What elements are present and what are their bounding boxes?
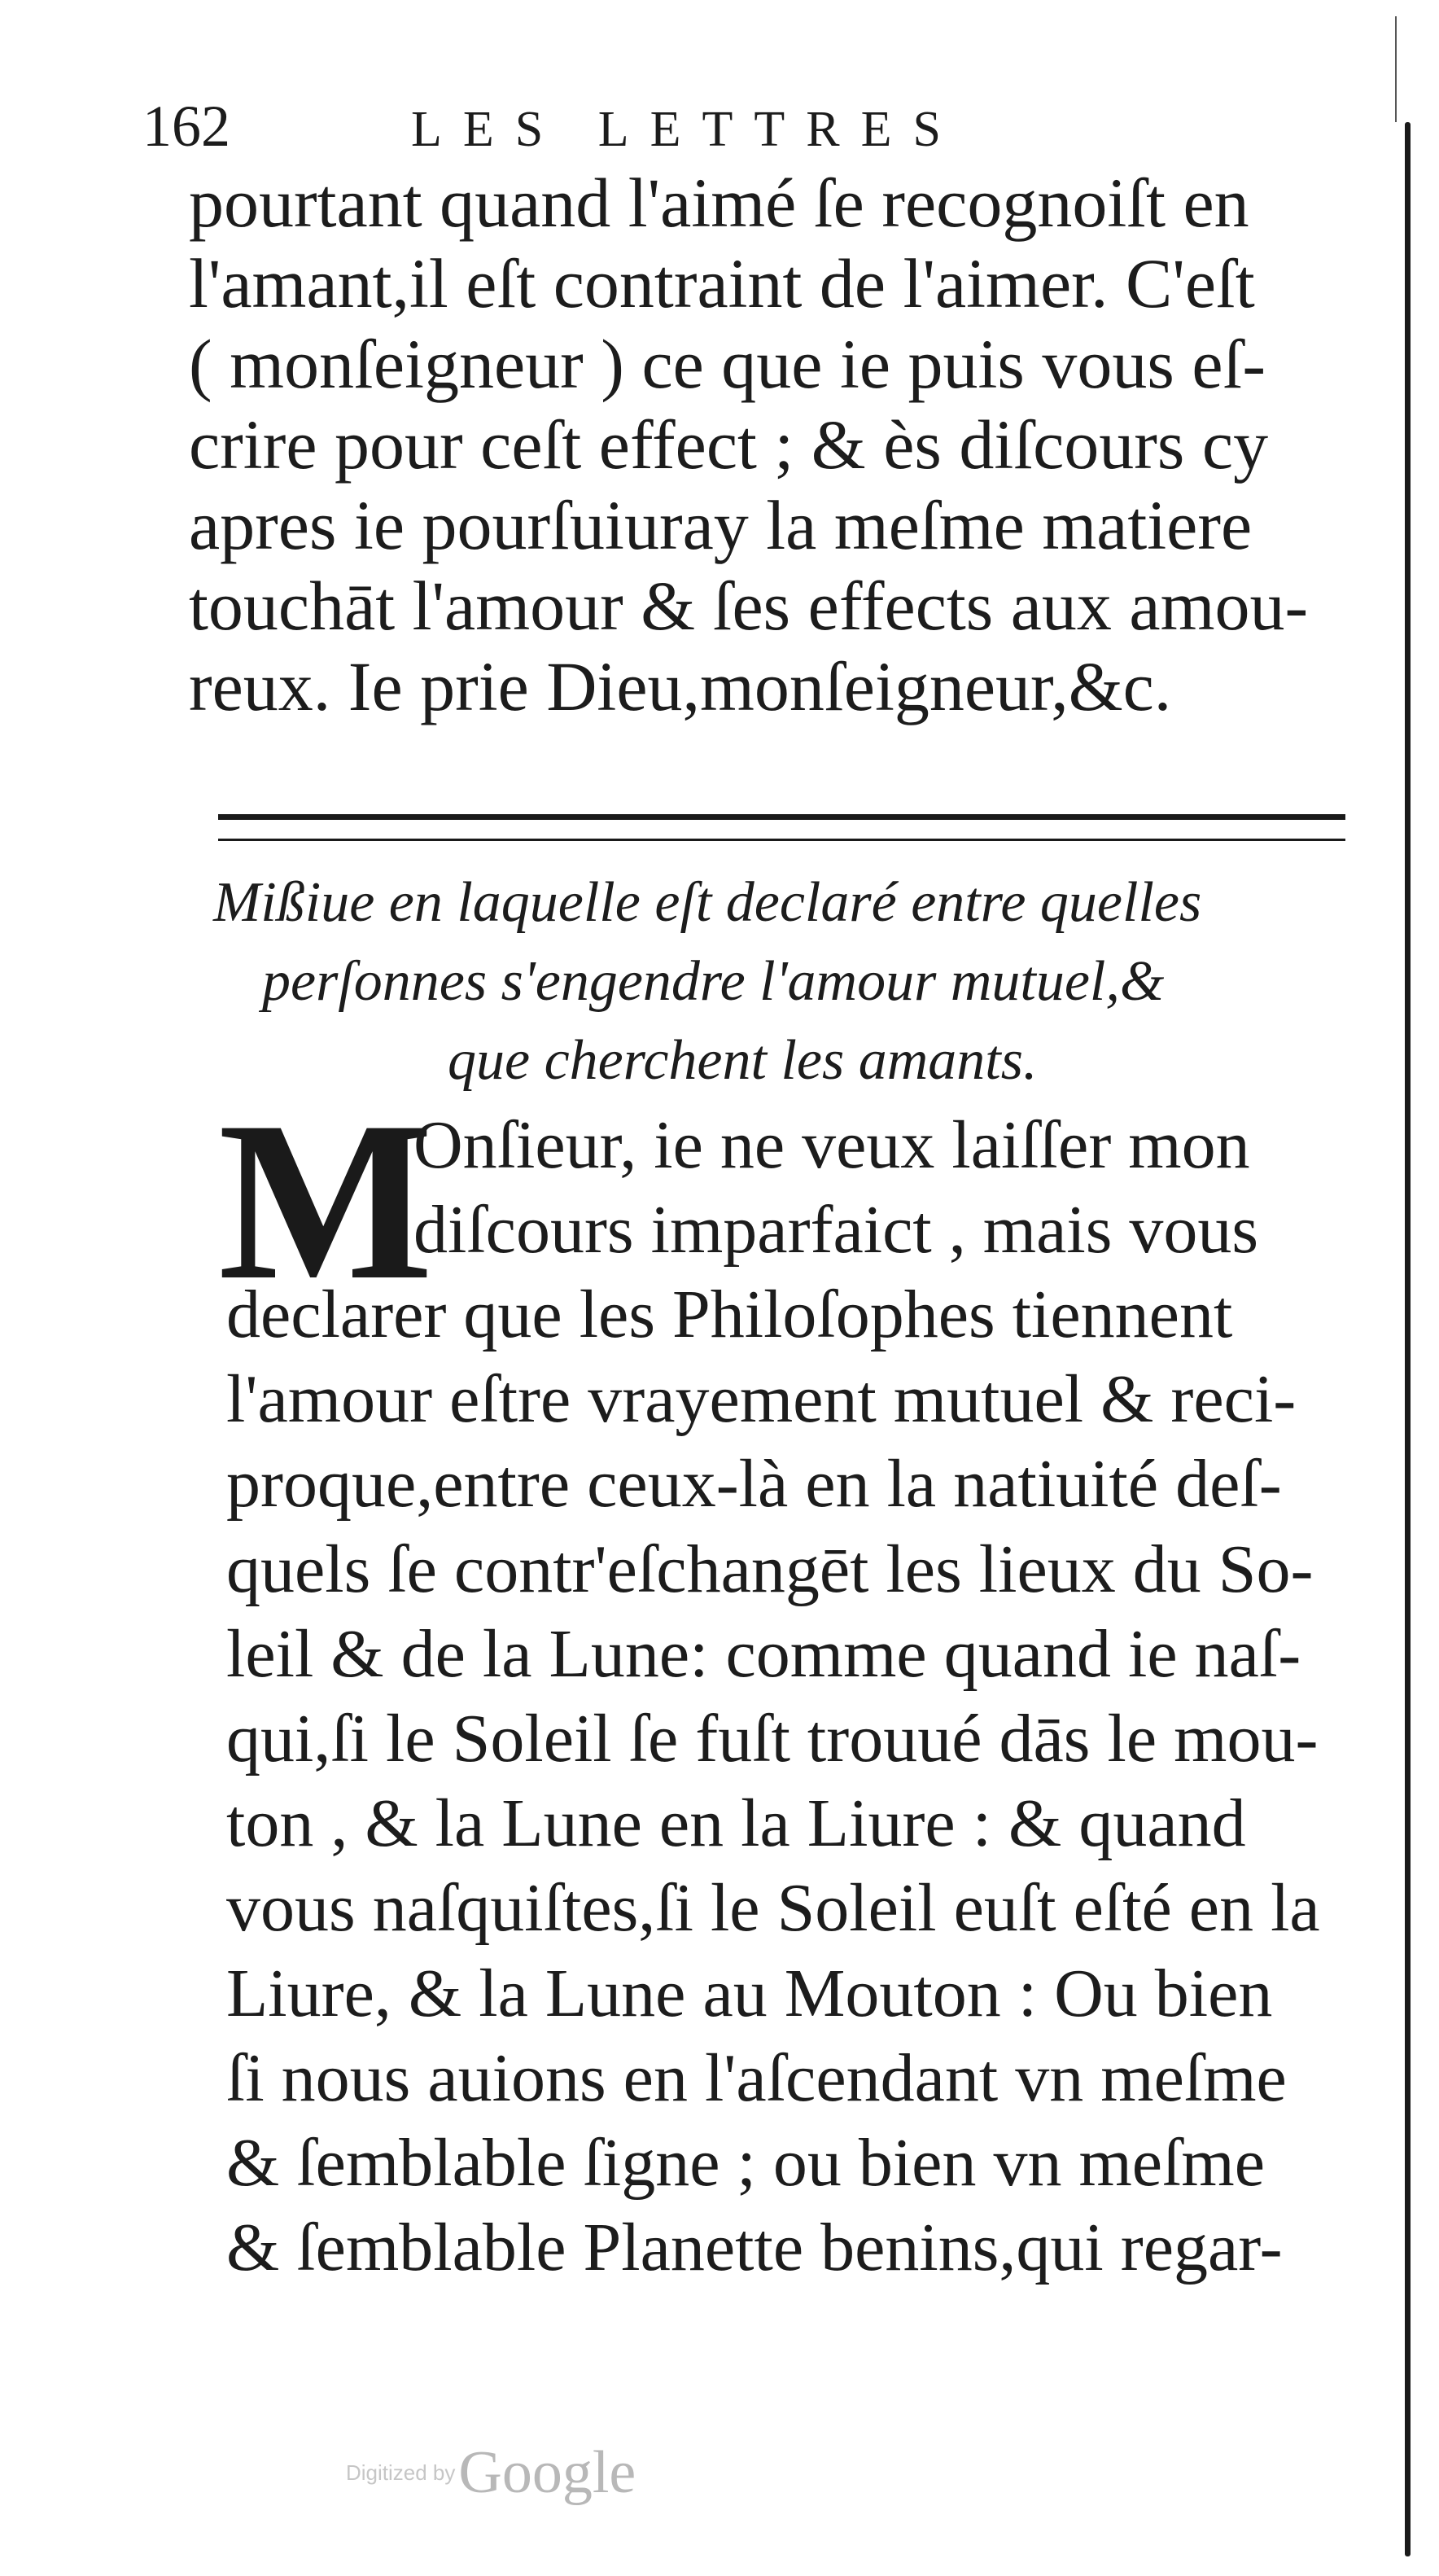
text-line: ( monſeigneur ) ce que ie puis vous eſ- — [189, 325, 1266, 403]
text-line: quels ſe contr'eſchangēt les lieux du So- — [226, 1531, 1314, 1607]
heading-line: que cherchent les amants. — [448, 1029, 1038, 1092]
text-line: & ſemblable ſigne ; ou bien vn meſme — [226, 2124, 1266, 2201]
letter-body — [226, 1273, 1366, 2290]
text-line: reux. Ie prie Dieu,monſeigneur,&c. — [189, 647, 1172, 725]
text-line: & ſemblable Planette benins,qui regar- — [226, 2210, 1283, 2286]
text-line: crire pour ceſt effect ; & ès diſcours cy — [189, 405, 1269, 484]
text-line: leil & de la Lune: comme quand ie naſ- — [226, 1615, 1301, 1692]
text-line: vous naſquiſtes,ſi le Soleil euſt eſté en la — [226, 1870, 1320, 1947]
text-line: Onſieur, ie ne veux laiſſer mon — [413, 1107, 1250, 1183]
page-edge-line — [1395, 16, 1397, 122]
google-logo: Google — [458, 2439, 636, 2506]
heading-line: Mißiue en laquelle eſt declaré entre quelles — [213, 871, 1202, 934]
text-line: proque,entre ceux-là en la natiuité deſ- — [226, 1446, 1282, 1522]
top-paragraph — [189, 163, 1353, 727]
running-head-title: LES LETTRES — [411, 102, 962, 157]
text-line: pourtant quand l'aimé ſe recognoiſt en — [189, 164, 1249, 242]
text-line: l'amant,il eſt contraint de l'aimer. C'eſt — [189, 244, 1255, 322]
text-line: declarer que les Philoſophes tiennent — [226, 1277, 1233, 1352]
text-line: l'amour eſtre vrayement mutuel & reci- — [226, 1361, 1297, 1438]
letter-opening-lines — [413, 1103, 1358, 1273]
text-line: ſi nous auions en l'aſcendant vn meſme — [226, 2039, 1287, 2116]
section-divider-thick — [218, 814, 1345, 820]
text-line: qui,ſi le Soleil ſe fuſt trouué dās le mou- — [226, 1700, 1319, 1776]
running-head — [142, 81, 1363, 171]
page-gutter-edge — [1405, 122, 1411, 2556]
section-divider-thin — [218, 839, 1345, 841]
digitized-watermark — [346, 2438, 636, 2512]
page-number: 162 — [142, 94, 230, 159]
text-line: diſcours imparfaict , mais vous — [413, 1192, 1259, 1268]
watermark-prefix: Digitized by — [346, 2460, 456, 2485]
text-line: touchāt l'amour & ſes effects aux amou- — [189, 567, 1309, 645]
drop-cap-initial: M — [218, 1074, 434, 1327]
letter-heading — [213, 863, 1353, 1100]
heading-line: perſonnes s'engendre l'amour mutuel,& — [262, 950, 1165, 1013]
text-line: apres ie pourſuiuray la meſme matiere — [189, 486, 1253, 564]
text-line: ton , & la Lune en la Liure : & quand — [226, 1785, 1246, 1862]
text-line: Liure, & la Lune au Mouton : Ou bien — [226, 1955, 1273, 2031]
